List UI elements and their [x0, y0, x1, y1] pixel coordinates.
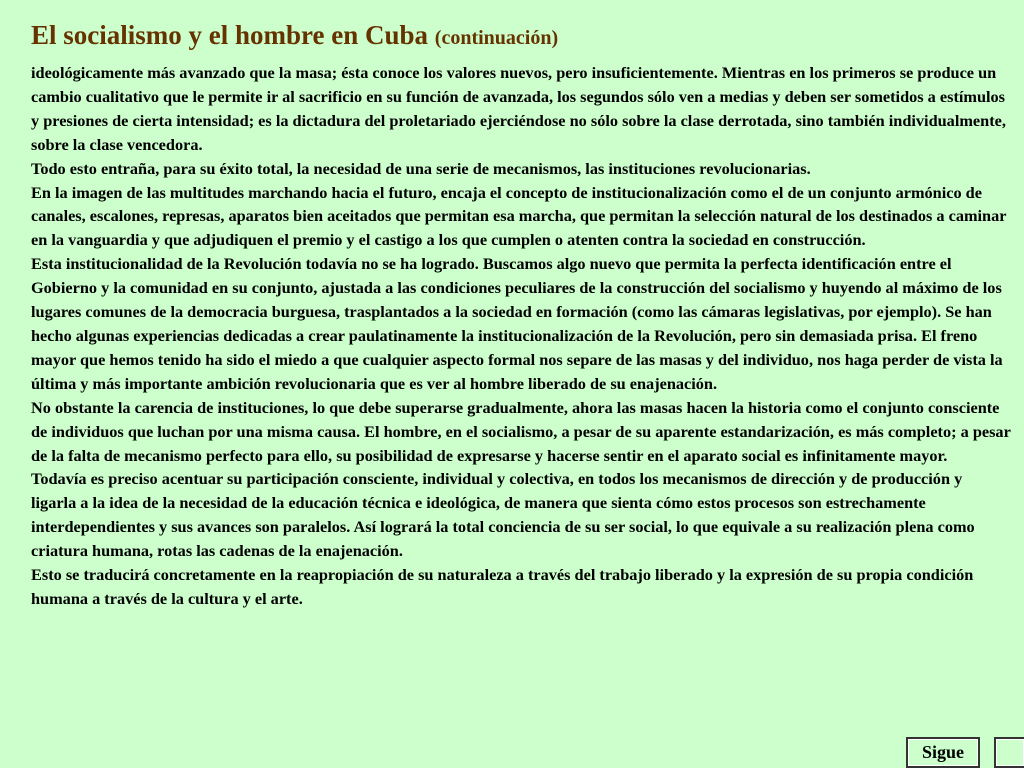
- paragraph: Todavía es preciso acentuar su participación consciente, individual y colectiva, en todos los mecanismos de dirección y de producción y ligarla a la idea de la necesidad de la educación técnica e ideológica, de manera que sienta cómo estos procesos son estrechamente interdependientes y sus avances son paralelos. Así logrará la total conciencia de su ser social, lo que equivale a su realización plena como criatura humana, rotas las cadenas de la enajenación.: [31, 469, 975, 561]
- paragraph: Esta institucionalidad de la Revolución todavía no se ha logrado. Buscamos algo nuevo que permita la perfecta identificación entre el Gobierno y la comunidad en su conjunto, ajustada a las condiciones peculiares de la construcción del socialismo y huyendo al máximo de los lugares comunes de la democracia burguesa, trasplantados a la sociedad en formación (como las cámaras legislativas, por ejemplo). Se han hecho algunas experiencias dedicadas a crear paulatinamente la institucionalización de la Revolución, pero sin demasiada prisa. El freno mayor que hemos tenido ha sido el miedo a que cualquier aspecto formal nos separe de las masas y del individuo, nos haga perder de vista la última y más importante ambición revolucionaria que es ver al hombre liberado de su enajenación.: [31, 254, 1003, 393]
- paragraph: ideológicamente más avanzado que la masa; ésta conoce los valores nuevos, pero insuficientemente. Mientras en los primeros se produce un cambio cualitativo que le permite ir al sacrificio en su función de avanzada, los segundos sólo ven a medias y deben ser sometidos a estímulos y presiones de cierta intensidad; es la dictadura del proletariado ejerciéndose no sólo sobre la clase derrotada, sino también individualmente, sobre la clase vencedora.: [31, 63, 1006, 154]
- slide-subtitle: (continuación): [434, 27, 559, 49]
- slide-title: [31, 20, 558, 51]
- paragraph: No obstante la carencia de instituciones, lo que debe superarse gradualmente, ahora las masas hacen la historia como el conjunto consciente de individuos que luchan por una misma causa. El hombre, en el socialismo, a pesar de su aparente estandarización, es más completo; a pesar de la falta de mecanismo perfecto para ello, su posibilidad de expresarse y hacerse sentir en el aparato social es infinitamente mayor.: [31, 397, 1011, 465]
- paragraph: Todo esto entraña, para su éxito total, la necesidad de una serie de mecanismos, las instituciones revolucionarias.: [31, 158, 811, 178]
- slide-body: [31, 61, 1011, 611]
- slide-title-main: El socialismo y el hombre en Cuba: [31, 20, 429, 50]
- paragraph: Esto se traducirá concretamente en la reapropiación de su naturaleza a través del trabajo liberado y la expresión de su propia condición humana a través de la cultura y el arte.: [31, 565, 974, 608]
- nav-box[interactable]: [994, 737, 1024, 768]
- paragraph: En la imagen de las multitudes marchando hacia el futuro, encaja el concepto de institucionalización como el de un conjunto armónico de canales, escalones, represas, aparatos bien aceitados que permitan esa marcha, que permitan la selección natural de los destinados a caminar en la vanguardia y que adjudiquen el premio y el castigo a los que cumplen o atenten contra la sociedad en construcción.: [31, 182, 1007, 250]
- next-button[interactable]: Sigue: [906, 737, 980, 768]
